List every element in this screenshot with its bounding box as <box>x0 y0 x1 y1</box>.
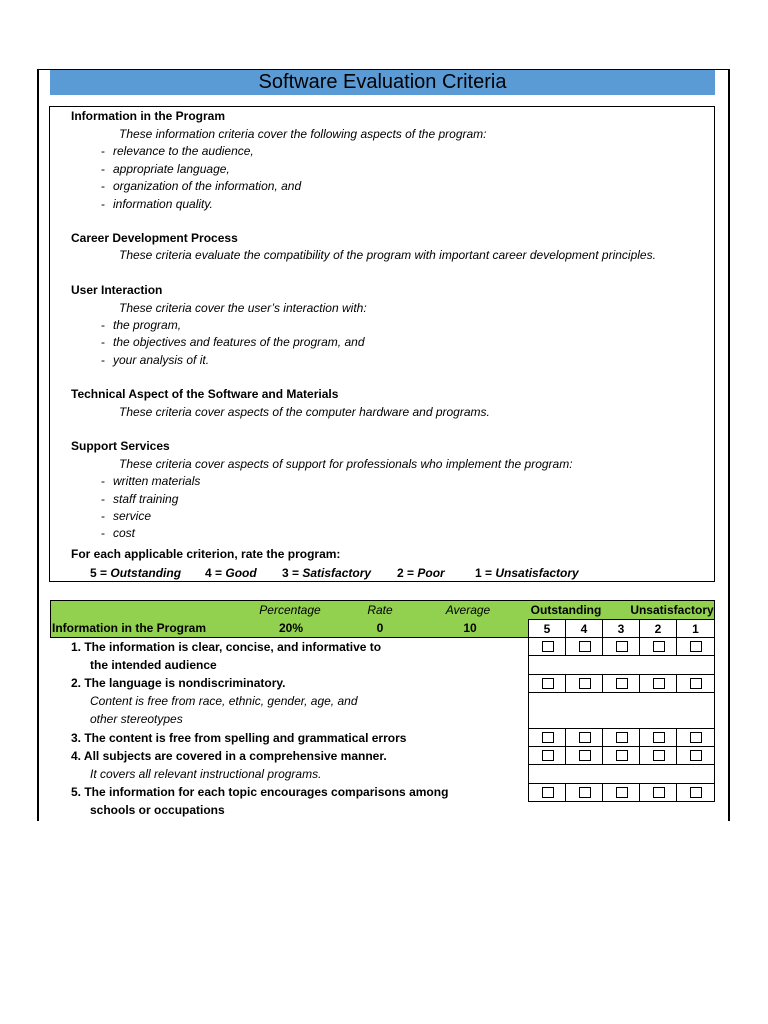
rating-cell <box>639 674 677 693</box>
bullet-item: staff training <box>113 492 179 506</box>
section-heading-user-interaction: User Interaction <box>71 283 163 297</box>
bullet-item: organization of the information, and <box>113 179 302 193</box>
rating-cell <box>565 746 603 765</box>
bullet-dash: - <box>101 526 105 540</box>
rating-cell <box>676 728 715 747</box>
rating-checkbox-c3-1[interactable] <box>690 732 702 743</box>
bullet-item: the objectives and features of the program, and <box>113 335 365 349</box>
rating-cell <box>528 728 566 747</box>
bullet-dash: - <box>101 197 105 211</box>
score-header-cell <box>676 619 715 638</box>
rating-checkbox-c1-3[interactable] <box>616 641 628 652</box>
rating-cell <box>565 728 603 747</box>
criterion-4: 4. All subjects are covered in a comprehensive manner. <box>71 749 387 763</box>
rating-checkbox-c4-1[interactable] <box>690 750 702 761</box>
bullet-item: information quality. <box>113 197 213 211</box>
bullet-item: written materials <box>113 474 201 488</box>
rating-checkbox-c3-4[interactable] <box>579 732 591 743</box>
rating-cell <box>602 746 640 765</box>
score-header-5: 5 <box>543 622 551 636</box>
rating-cell <box>565 783 603 802</box>
rating-checkbox-c5-2[interactable] <box>653 787 665 798</box>
rating-cell <box>602 783 640 802</box>
scale-number: 2 = <box>397 566 415 580</box>
bullet-item: service <box>113 509 152 523</box>
section-rate-value: 0 <box>376 621 384 635</box>
rating-checkbox-c1-5[interactable] <box>542 641 554 652</box>
score-header-cell <box>602 619 640 638</box>
rating-checkbox-c1-2[interactable] <box>653 641 665 652</box>
criterion-4-note: It covers all relevant instructional programs. <box>90 767 322 781</box>
rating-checkbox-c2-3[interactable] <box>616 678 628 689</box>
rating-cell <box>565 674 603 693</box>
section-heading-information: Information in the Program <box>71 109 226 123</box>
rating-checkbox-c4-5[interactable] <box>542 750 554 761</box>
rating-checkbox-c5-1[interactable] <box>690 787 702 798</box>
scale-item-5 <box>90 566 181 580</box>
rating-cell <box>639 637 677 656</box>
section-intro-support: These criteria cover aspects of support for professionals who implement the program: <box>119 457 573 471</box>
rating-checkbox-c1-4[interactable] <box>579 641 591 652</box>
rating-checkbox-c4-3[interactable] <box>616 750 628 761</box>
scale-item-1 <box>475 566 579 580</box>
bullet-dash: - <box>101 474 105 488</box>
rating-checkbox-c2-4[interactable] <box>579 678 591 689</box>
scale-number: 5 = <box>90 566 108 580</box>
rating-checkbox-c1-1[interactable] <box>690 641 702 652</box>
rating-checkbox-c2-1[interactable] <box>690 678 702 689</box>
section-intro-information: These information criteria cover the following aspects of the program: <box>119 127 487 141</box>
bullet-item: cost <box>113 526 136 540</box>
section-intro-career: These criteria evaluate the compatibility of the program with important career development principles. <box>119 248 656 262</box>
rating-checkbox-c3-2[interactable] <box>653 732 665 743</box>
rating-checkbox-c2-2[interactable] <box>653 678 665 689</box>
scale-label: Outstanding <box>110 566 182 580</box>
criterion-3: 3. The content is free from spelling and grammatical errors <box>71 731 407 745</box>
scale-label: Unsatisfactory <box>495 566 579 580</box>
bullet-dash: - <box>101 353 105 367</box>
col-header-outstanding: Outstanding <box>530 603 602 617</box>
score-header-cell <box>639 619 677 638</box>
rating-checkbox-c2-5[interactable] <box>542 678 554 689</box>
section-heading-technical: Technical Aspect of the Software and Materials <box>71 387 339 401</box>
scale-item-2 <box>397 566 445 580</box>
scale-number: 4 = <box>205 566 223 580</box>
bullet-dash: - <box>101 162 105 176</box>
rating-checkbox-c4-4[interactable] <box>579 750 591 761</box>
scale-label: Good <box>225 566 257 580</box>
rating-cell <box>602 674 640 693</box>
criterion-5-cont: schools or occupations <box>90 803 225 817</box>
bullet-dash: - <box>101 179 105 193</box>
bullet-item: the program, <box>113 318 182 332</box>
rating-cell <box>639 728 677 747</box>
bullet-dash: - <box>101 509 105 523</box>
rating-checkbox-c4-2[interactable] <box>653 750 665 761</box>
rating-cell <box>676 746 715 765</box>
score-header-4: 4 <box>580 622 588 636</box>
rating-checkbox-c3-3[interactable] <box>616 732 628 743</box>
scale-item-4 <box>205 566 257 580</box>
bullet-dash: - <box>101 335 105 349</box>
rating-cell <box>639 746 677 765</box>
page-title: Software Evaluation Criteria <box>50 70 715 95</box>
col-header-average: Average <box>445 603 491 617</box>
rating-checkbox-c5-4[interactable] <box>579 787 591 798</box>
score-header-3: 3 <box>617 622 625 636</box>
rating-spacer <box>528 655 715 675</box>
rating-spacer <box>528 764 715 784</box>
bullet-item: appropriate language, <box>113 162 230 176</box>
rating-cell <box>602 637 640 656</box>
scale-item-3 <box>282 566 371 580</box>
rating-cell <box>676 674 715 693</box>
criterion-2-note-cont: other stereotypes <box>90 712 183 726</box>
criterion-5: 5. The information for each topic encourages comparisons among <box>71 785 449 799</box>
rating-spacer <box>528 692 715 729</box>
scale-number: 3 = <box>282 566 300 580</box>
rating-cell <box>528 637 566 656</box>
bullet-item: your analysis of it. <box>113 353 210 367</box>
rating-cell <box>565 637 603 656</box>
rating-checkbox-c3-5[interactable] <box>542 732 554 743</box>
scale-label: Satisfactory <box>302 566 372 580</box>
rating-cell <box>528 746 566 765</box>
rating-cell <box>676 637 715 656</box>
table-section-name: Information in the Program <box>52 621 207 635</box>
section-percentage-value: 20% <box>278 621 304 635</box>
section-intro-technical: These criteria cover aspects of the computer hardware and programs. <box>119 405 490 419</box>
bullet-dash: - <box>101 318 105 332</box>
criterion-1: 1. The information is clear, concise, and informative to <box>71 640 382 654</box>
col-header-rate: Rate <box>367 603 393 617</box>
rating-cell <box>639 783 677 802</box>
score-header-1: 1 <box>692 622 699 636</box>
rating-checkbox-c5-5[interactable] <box>542 787 554 798</box>
score-header-2: 2 <box>654 622 662 636</box>
section-heading-support: Support Services <box>71 439 170 453</box>
scale-number: 1 = <box>475 566 493 580</box>
rating-checkbox-c5-3[interactable] <box>616 787 628 798</box>
col-header-unsatisfactory: Unsatisfactory <box>630 603 714 617</box>
bullet-dash: - <box>101 492 105 506</box>
bullet-item: relevance to the audience, <box>113 144 254 158</box>
section-heading-career: Career Development Process <box>71 231 238 245</box>
bullet-dash: - <box>101 144 105 158</box>
rating-instruction: For each applicable criterion, rate the program: <box>71 547 341 561</box>
score-header-cell <box>565 619 603 638</box>
scale-label: Poor <box>417 566 445 580</box>
rating-cell <box>528 674 566 693</box>
rating-cell <box>676 783 715 802</box>
section-average-value: 10 <box>463 621 477 635</box>
col-header-percentage: Percentage <box>259 603 321 617</box>
criterion-2: 2. The language is nondiscriminatory. <box>71 676 286 690</box>
rating-cell <box>528 783 566 802</box>
rating-cell <box>602 728 640 747</box>
section-intro-user-interaction: These criteria cover the user’s interaction with: <box>119 301 367 315</box>
criterion-2-note: Content is free from race, ethnic, gender, age, and <box>90 694 358 708</box>
score-header-cell <box>528 619 566 638</box>
criterion-1-cont: the intended audience <box>90 658 217 672</box>
